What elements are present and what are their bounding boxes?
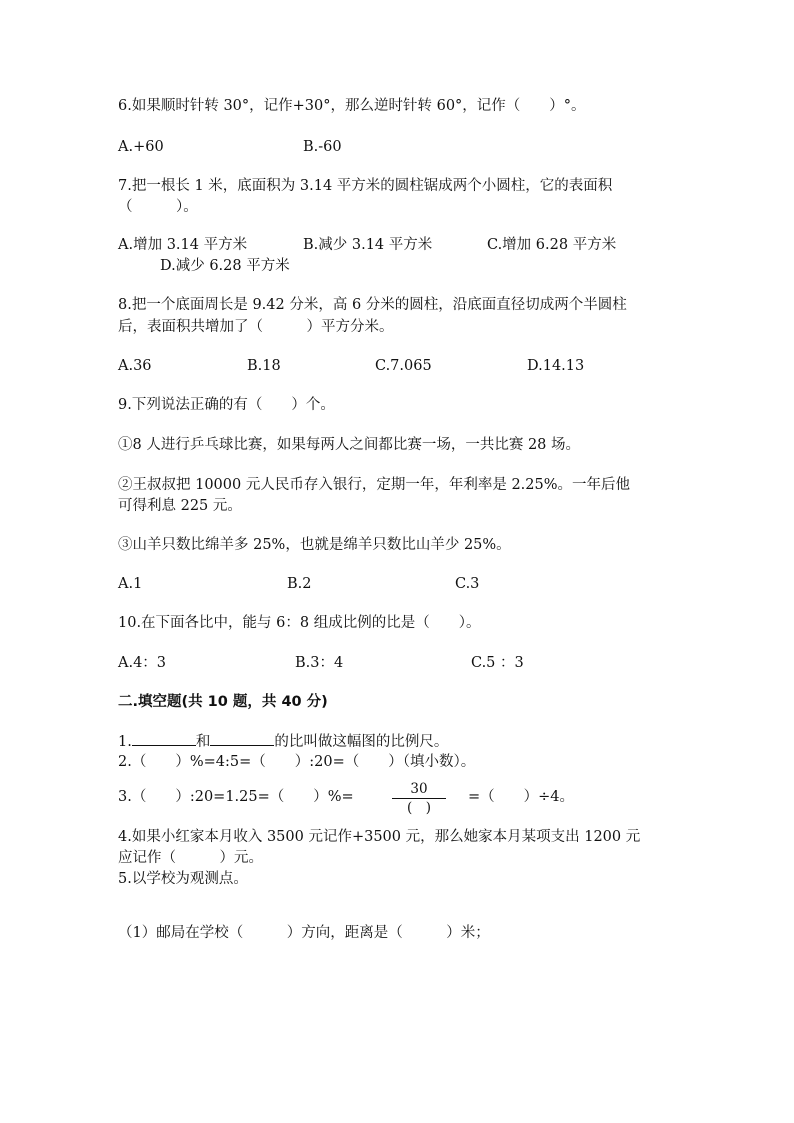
question-9-statement-2-line2: 可得利息 225 元。 xyxy=(118,498,242,514)
question-7-option-d: D.减少 6.28 平方米 xyxy=(160,258,290,274)
fill-question-1 xyxy=(118,731,448,752)
question-10-text: 10.在下面各比中，能与 6：8 组成比例的比是（ ）。 xyxy=(118,615,481,631)
fill-1-prefix: 1. xyxy=(118,734,132,750)
fill-question-5-sub-1: （1）邮局在学校（ ）方向，距离是（ ）米； xyxy=(118,925,490,941)
question-9-option-c: C.3 xyxy=(455,576,480,592)
question-9-statement-1: ①8 人进行乒乓球比赛，如果每两人之间都比赛一场，一共比赛 28 场。 xyxy=(118,437,581,453)
fraction-denominator: ( ) xyxy=(406,800,432,816)
fraction-numerator: 30 xyxy=(410,781,428,797)
question-7-text-line1: 7.把一根长 1 米，底面积为 3.14 平方米的圆柱锯成两个小圆柱，它的表面积 xyxy=(118,178,613,194)
answer-blank[interactable] xyxy=(210,731,274,746)
question-9-statement-3: ③山羊只数比绵羊多 25%，也就是绵羊只数比山羊少 25%。 xyxy=(118,537,511,553)
question-10-option-a: A.4：3 xyxy=(118,655,167,671)
question-9-option-b: B.2 xyxy=(287,576,312,592)
question-8-option-d: D.14.13 xyxy=(527,358,585,374)
section-heading: 二.填空题(共 10 题，共 40 分) xyxy=(118,694,328,710)
question-10-option-b: B.3：4 xyxy=(295,655,344,671)
fill-1-suffix: 的比叫做这幅图的比例尺。 xyxy=(274,734,449,750)
fill-question-5: 5.以学校为观测点。 xyxy=(118,871,248,887)
question-7-text-line2: （ ）。 xyxy=(118,199,198,215)
fill-question-4-line2: 应记作（ ）元。 xyxy=(118,850,263,866)
question-6-option-b: B.-60 xyxy=(303,139,342,155)
fill-question-2: 2.（ ）%=4:5=（ ）:20=（ ）（填小数）。 xyxy=(118,754,476,770)
question-7-option-c: C.增加 6.28 平方米 xyxy=(487,237,617,253)
question-6-text: 6.如果顺时针转 30°，记作+30°，那么逆时针转 60°，记作（ ）°。 xyxy=(118,98,586,114)
fill-question-4-line1: 4.如果小红家本月收入 3500 元记作+3500 元，那么她家本月某项支出 1200 元 xyxy=(118,829,641,845)
question-9-option-a: A.1 xyxy=(118,576,143,592)
fill-1-mid: 和 xyxy=(195,734,211,750)
question-8-text-line1: 8.把一个底面周长是 9.42 分米，高 6 分米的圆柱，沿底面直径切成两个半圆柱 xyxy=(118,297,627,313)
question-10-option-c: C.5 ：3 xyxy=(471,655,524,671)
answer-blank[interactable] xyxy=(132,731,196,746)
question-8-option-c: C.7.065 xyxy=(375,358,432,374)
question-6-option-a: A.+60 xyxy=(118,139,164,155)
question-8-option-a: A.36 xyxy=(118,358,152,374)
question-7-option-b: B.减少 3.14 平方米 xyxy=(303,237,433,253)
question-8-option-b: B.18 xyxy=(247,358,281,374)
question-9-text: 9.下列说法正确的有（ ）个。 xyxy=(118,397,335,413)
fraction-bar xyxy=(392,798,446,799)
question-9-statement-2-line1: ②王叔叔把 10000 元人民币存入银行，定期一年，年利率是 2.25%。一年后他 xyxy=(118,477,631,493)
fill-question-3-right: =（ ）÷4。 xyxy=(468,789,575,805)
question-8-text-line2: 后，表面积共增加了（ ）平方分米。 xyxy=(118,319,394,335)
question-7-option-a: A.增加 3.14 平方米 xyxy=(118,237,248,253)
fill-question-3-left: 3.（ ）:20=1.25=（ ）%= xyxy=(118,789,354,805)
